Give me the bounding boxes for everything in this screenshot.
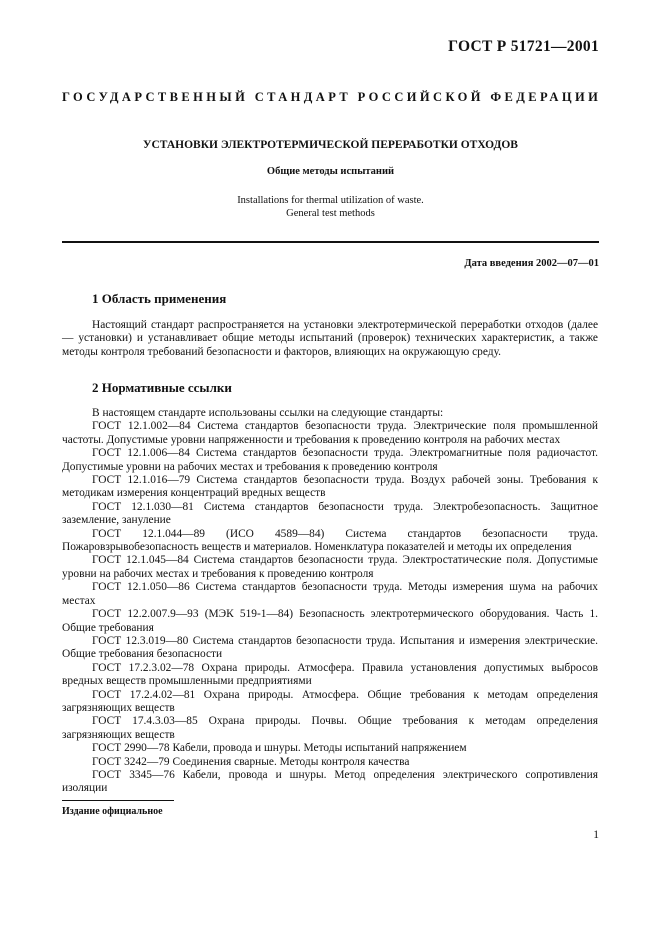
document-subtitle: Общие методы испытаний	[266, 166, 395, 177]
reference-item: ГОСТ 12.1.006—84 Система стандартов безопасности труда. Электромагнитные поля радиочастот. Допустимые уровни на рабочих местах и требования к проведению контроля	[62, 447, 598, 473]
reference-item: ГОСТ 17.4.3.03—85 Охрана природы. Почвы. Общие требования к методам определения загрязняющих веществ	[62, 715, 598, 741]
reference-item: ГОСТ 2990—78 Кабели, провода и шнуры. Методы испытаний напряжением	[92, 742, 467, 755]
reference-item: ГОСТ 3242—79 Соединения сварные. Методы контроля качества	[92, 755, 410, 768]
footer-divider	[62, 800, 174, 801]
reference-item: ГОСТ 12.1.050—86 Система стандартов безопасности труда. Методы измерения шума на рабочих местах	[62, 581, 598, 607]
reference-item: ГОСТ 17.2.3.02—78 Охрана природы. Атмосфера. Правила установления допустимых выбросов вредных веществ промышленными предприятиями	[62, 661, 598, 688]
reference-item: ГОСТ 12.1.002—84 Система стандартов безопасности труда. Электрические поля промышленной частоты. Допустимые уровни напряженности и требования к проведению контроля на рабочих местах	[62, 420, 598, 446]
section-1-text: Настоящий стандарт распространяется на установки электротермической переработки отходов (далее — установки) и устанавливает общие методы испытаний (проверок) технических характеристик, а также методы контроля требований безопасности и факторов, влияющих на окружающую среду.	[62, 319, 598, 358]
references-intro: В настоящем стандарте использованы ссылки на следующие стандарты:	[92, 407, 444, 419]
page-number: 1	[593, 829, 599, 841]
title-divider	[62, 241, 599, 243]
normative-references-list	[62, 407, 598, 796]
section-2-heading: 2 Нормативные ссылки	[92, 380, 232, 395]
english-title	[62, 194, 599, 220]
reference-item: ГОСТ 12.1.044—89 (ИСО 4589—84) Система стандартов безопасности труда. Пожаровзрывобезопасность веществ и материалов. Номенклатура показателей и методы их определения	[62, 527, 598, 554]
reference-item: ГОСТ 12.2.007.9—93 (МЭК 519-1—84) Безопасность электротермического оборудования. Часть 1. Общие требования	[62, 608, 598, 634]
reference-item: ГОСТ 12.3.019—80 Система стандартов безопасности труда. Испытания и измерения электрические. Общие требования безопасности	[62, 634, 598, 661]
english-title-line-1: Installations for thermal utilization of waste.	[237, 195, 424, 206]
document-number: ГОСТ Р 51721—2001	[448, 38, 599, 55]
official-edition-note: Издание официальное	[62, 806, 163, 817]
reference-item: ГОСТ 3345—76 Кабели, провода и шнуры. Метод определения электрического сопротивления изоляции	[62, 768, 598, 795]
state-standard-heading: ГОСУДАРСТВЕННЫЙ СТАНДАРТ РОССИЙСКОЙ ФЕДЕРАЦИИ	[62, 90, 602, 104]
reference-item: ГОСТ 12.1.030—81 Система стандартов безопасности труда. Электробезопасность. Защитное заземление, зануление	[62, 500, 598, 527]
reference-item: ГОСТ 17.2.4.02—81 Охрана природы. Атмосфера. Общие требования к методам определения загрязняющих веществ	[62, 688, 598, 714]
section-1-heading: 1 Область применения	[92, 291, 227, 306]
reference-item: ГОСТ 12.1.016—79 Система стандартов безопасности труда. Воздух рабочей зоны. Требования к методикам измерения концентраций вредных веществ	[62, 474, 598, 500]
reference-item: ГОСТ 12.1.045—84 Система стандартов безопасности труда. Электростатические поля. Допустимые уровни на рабочих местах и требования к проведению контроля	[62, 554, 598, 580]
english-title-line-2: General test methods	[286, 208, 375, 219]
document-title: УСТАНОВКИ ЭЛЕКТРОТЕРМИЧЕСКОЙ ПЕРЕРАБОТКИ ОТХОДОВ	[143, 139, 518, 151]
introduction-date: Дата введения 2002—07—01	[464, 258, 599, 269]
